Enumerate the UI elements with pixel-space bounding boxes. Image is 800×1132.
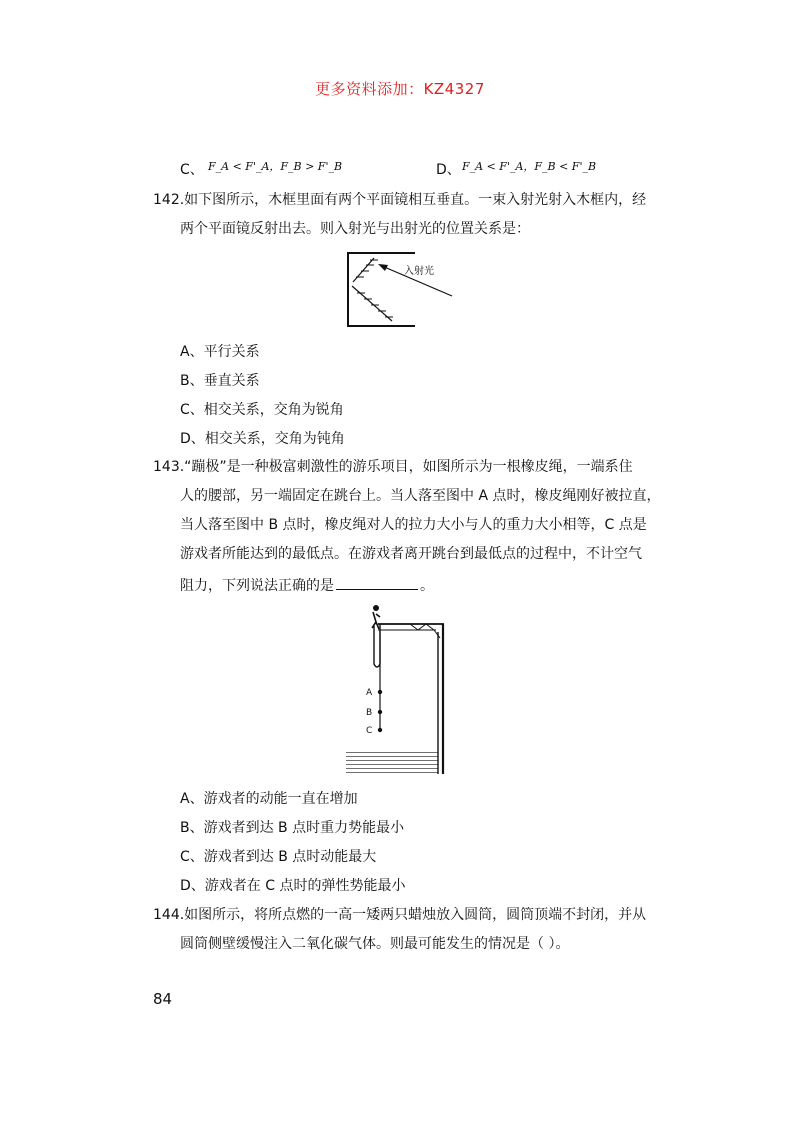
bungee-figure [340, 600, 455, 780]
q142-option-d: D、相交关系，交角为钝角 [180, 431, 345, 447]
q143-line-4: 游戏者所能达到的最低点。在游戏者离开跳台到最低点的过程中，不计空气 [180, 546, 642, 562]
q144-line-1: 144.如图所示，将所点燃的一高一矮两只蜡烛放入圆筒，圆筒顶端不封闭，并从 [153, 907, 647, 923]
q143-option-c: C、游戏者到达 B 点时动能最大 [180, 849, 377, 865]
option-c-formula: F_A < F'_A，F_B > F'_B [208, 160, 343, 173]
q143-line-5-end: 。 [420, 578, 434, 594]
point-c-label: C [366, 726, 373, 736]
point-a-label: A [366, 688, 373, 698]
option-d-formula: F_A < F'_A，F_B < F'_B [462, 160, 597, 173]
q142-line-2: 两个平面镜反射出去。则入射光与出射光的位置关系是： [180, 221, 530, 237]
incident-light-label: 入射光 [404, 266, 434, 277]
q142-line-1: 142.如下图所示，木框里面有两个平面镜相互垂直。一束入射光射入木框内，经 [153, 192, 647, 208]
q142-option-a: A、平行关系 [180, 344, 260, 360]
mirror-box-figure [340, 246, 460, 330]
q143-option-b: B、游戏者到达 B 点时重力势能最小 [180, 820, 405, 836]
option-c-label: C、 [180, 162, 204, 178]
watermark: 更多资料添加：KZ4327 [315, 80, 485, 98]
q143-line-2: 人的腰部，另一端固定在跳台上。当人落至图中 A 点时，橡皮绳刚好被拉直， [180, 488, 661, 504]
q143-line-5 [180, 575, 434, 596]
page-number: 84 [153, 990, 173, 1008]
q143-option-a: A、游戏者的动能一直在增加 [180, 791, 358, 807]
q144-line-2: 圆筒侧壁缓慢注入二氧化碳气体。则最可能发生的情况是（ ）。 [180, 936, 570, 952]
q142-option-b: B、垂直关系 [180, 373, 260, 389]
q143-line-1: 143.“蹦极”是一种极富刺激性的游乐项目，如图所示为一根橡皮绳，一端系住 [153, 459, 633, 475]
q142-option-c: C、相交关系，交角为锐角 [180, 402, 344, 418]
option-d-label: D、 [436, 162, 461, 178]
q143-option-d: D、游戏者在 C 点时的弹性势能最小 [180, 878, 406, 894]
point-b-label: B [366, 708, 373, 718]
q143-line-5-text: 阻力，下列说法正确的是 [180, 578, 334, 594]
answer-blank [336, 575, 418, 590]
q143-line-3: 当人落至图中 B 点时，橡皮绳对人的拉力大小与人的重力大小相等，C 点是 [180, 517, 647, 533]
